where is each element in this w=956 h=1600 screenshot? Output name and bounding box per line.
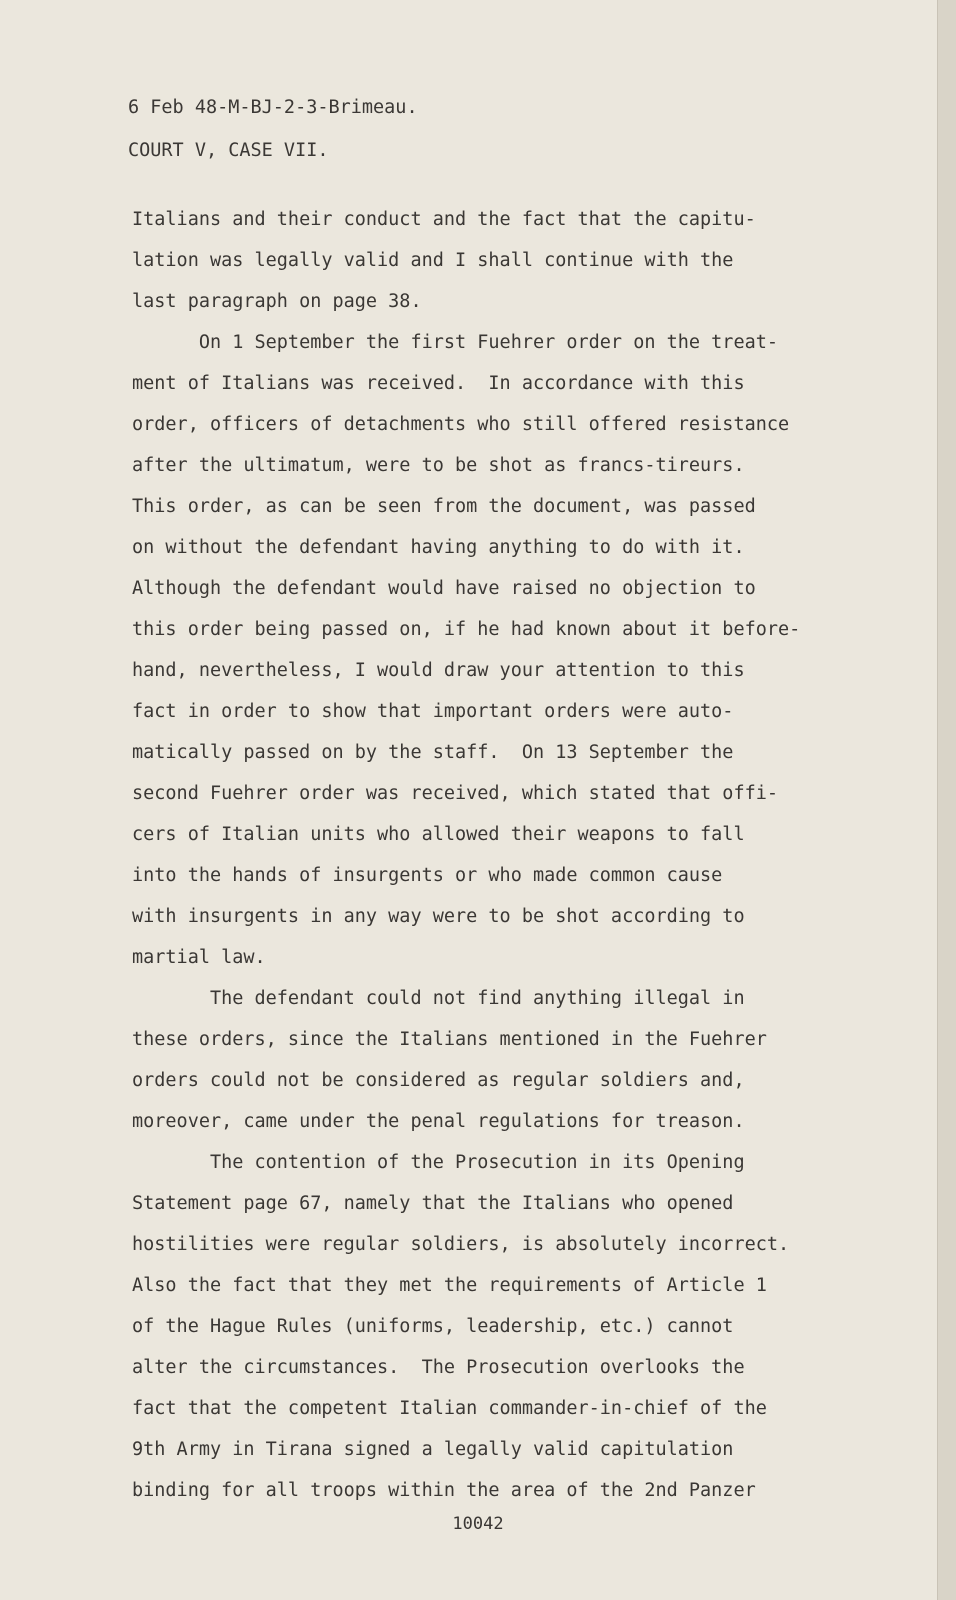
text-line: moreover, came under the penal regulations for treason. [132,1111,745,1132]
text-line: last paragraph on page 38. [132,291,422,312]
text-line: orders could not be considered as regular soldiers and, [132,1070,745,1091]
text-line: hand, nevertheless, I would draw your attention to this [132,660,745,681]
text-line: binding for all troops within the area of the 2nd Panzer [132,1480,756,1501]
text-line: of the Hague Rules (uniforms, leadership, etc.) cannot [132,1316,734,1337]
text-line: on without the defendant having anything to do with it. [132,537,745,558]
text-line: order, officers of detachments who still offered resistance [132,414,790,435]
text-line: Also the fact that they met the requirements of Article 1 [132,1275,767,1296]
text-line: these orders, since the Italians mentioned in the Fuehrer [132,1029,767,1050]
text-line: On 1 September the first Fuehrer order on the treat- [132,332,779,353]
text-line: hostilities were regular soldiers, is absolutely incorrect. [132,1234,790,1255]
text-line: fact that the competent Italian commander-in-chief of the [132,1398,767,1419]
text-line: The defendant could not find anything illegal in [132,988,745,1009]
text-line: The contention of the Prosecution in its Opening [132,1152,745,1173]
page-number: 10042 [452,1514,504,1534]
text-line: Italians and their conduct and the fact that the capitu- [132,209,756,230]
text-line: Statement page 67, namely that the Italians who opened [132,1193,734,1214]
text-line: after the ultimatum, were to be shot as francs-tireurs. [132,455,745,476]
text-line: Although the defendant would have raised no objection to [132,578,756,599]
transcript-body [132,199,912,1511]
text-line: matically passed on by the staff. On 13 September the [132,742,734,763]
text-line: fact in order to show that important orders were auto- [132,701,734,722]
text-line: alter the circumstances. The Prosecution overlooks the [132,1357,745,1378]
text-line: second Fuehrer order was received, which stated that offi- [132,783,779,804]
text-line: lation was legally valid and I shall continue with the [132,250,734,271]
court-case-line: COURT V, CASE VII. [128,140,329,161]
document-header [128,86,418,172]
text-line: with insurgents in any way were to be shot according to [132,906,745,927]
text-line: ment of Italians was received. In accordance with this [132,373,745,394]
text-line: 9th Army in Tirana signed a legally valid capitulation [132,1439,734,1460]
text-line: martial law. [132,947,266,968]
text-line: this order being passed on, if he had known about it before- [132,619,801,640]
text-line: This order, as can be seen from the document, was passed [132,496,756,517]
text-line: into the hands of insurgents or who made common cause [132,865,723,886]
page-edge [937,0,956,1600]
text-line: cers of Italian units who allowed their weapons to fall [132,824,745,845]
date-reference-line: 6 Feb 48-M-BJ-2-3-Brimeau. [128,97,418,118]
